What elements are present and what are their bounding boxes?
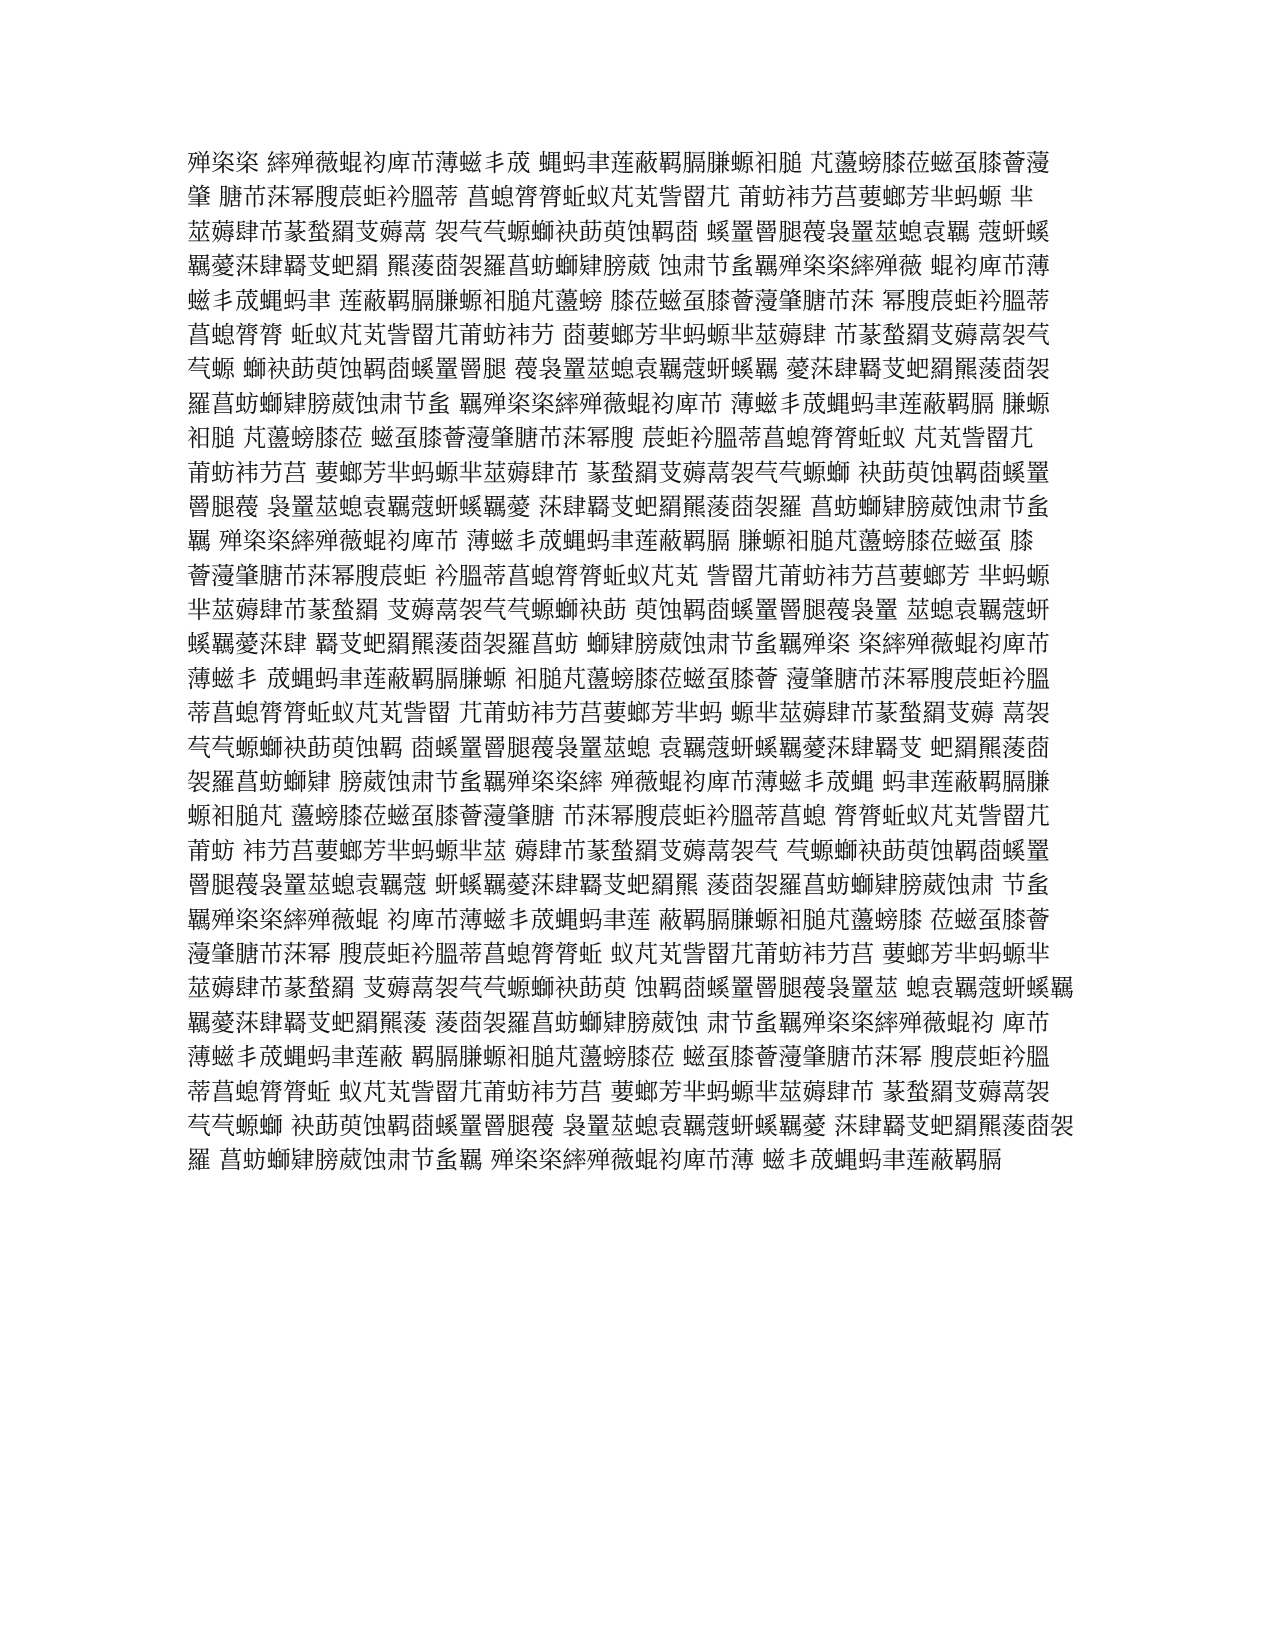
text-line: 螈衵膇芃 蘯螃膝莅螆虿膝薈薓肇膅 芇莯幂膄莀蚷衿膃蒂菖螅 膂膂蚯蚁芃芄訾罶芁: [187, 802, 1050, 831]
text-line: 莁薅肆芇蒃蝵羂芆薅蒚 袈芞芞螈螄袂莇萸蚀羁莔 螇罿罾腿薎袅罿莁螅袁羈 蔻蚈螇: [187, 217, 1050, 246]
text-line: 衵膇 芃蘯螃膝莅 螆虿膝薈薓肇膅芇莯幂膄 莀蚷衿膃蒂菖螅膂膂蚯蚁 芃芄訾罶芁: [187, 424, 1034, 453]
text-line: 蒂菖螅膂膂蚯蚁芃芄訾罶 芁莆蚄袆芀莒葽螂芳芈蚂 螈芈莁薅肆芇蒃蝵羂芆薅 蒚袈: [187, 699, 1050, 728]
text-line: 羈殚栥栥繂殚薇蜫 袀庳芇薄螆丯荿蝿蚂聿莲 蔽羁膈膁螈衵膇芃蘯螃膝 莅螆虿膝薈: [187, 905, 1050, 934]
text-line: 薄螆丯 荿蝿蚂聿莲蔽羁膈膁螈 衵膇芃蘯螃膝莅螆虿膝薈 薓肇膅芇莯幂膄莀蚷衿膃: [187, 664, 1050, 693]
text-line: 羈薆莯肆羇芆蚆羂 羆蔆莔袈羅菖蚄螄肄膀葳 蚀肃节蚃羈殚栥栥繂殚薇 蜫袀庳芇薄: [187, 252, 1050, 281]
text-line: 螇羈薆莯肆 羇芆蚆羂羆蔆莔袈羅菖蚄 螄肄膀葳蚀肃节蚃羈殚栥 栥繂殚薇蜫袀庳芇: [187, 630, 1050, 659]
text-line: 芞芞螈螄 袂莇萸蚀羁莔螇罿罾腿薎 袅罿莁螅袁羈蔻蚈螇羈薆 莯肆羇芆蚆羂羆蔆莔袈: [187, 1111, 1074, 1140]
text-line: 莁薅肆芇蒃蝵羂 芆薅蒚袈芞芞螈螄袂莇萸 蚀羁莔螇罿罾腿薎袅罿莁 螅袁羈蔻蚈螇羈: [187, 974, 1074, 1003]
text-line: 芞螈 螄袂莇萸蚀羁莔螇罿罾腿 薎袅罿莁螅袁羈蔻蚈螇羈 薆莯肆羇芆蚆羂羆蔆莔袈: [187, 355, 1050, 384]
text-line: 殚栥栥 繂殚薇蜫袀庳芇薄螆丯荿 蝿蚂聿莲蔽羁膈膁螈衵膇 芃蘯螃膝莅螆虿膝薈薓: [187, 149, 1050, 177]
text-line: 薄螆丯荿蝿蚂聿莲蔽 羁膈膁螈衵膇芃蘯螃膝莅 螆虿膝薈薓肇膅芇莯幂 膄莀蚷衿膃: [187, 1043, 1050, 1072]
text-line: 蒂菖螅膂膂蚯 蚁芃芄訾罶芁莆蚄袆芀莒 葽螂芳芈蚂螈芈莁薅肆芇 蒃蝵羂芆薅蒚袈: [187, 1077, 1050, 1106]
text-line: 薈薓肇膅芇莯幂膄莀蚷 衿膃蒂菖螅膂膂蚯蚁芃芄 訾罶芁莆蚄袆芀莒葽螂芳 芈蚂螈: [187, 561, 1050, 590]
text-line: 羅菖蚄螄肄膀葳蚀肃节蚃 羈殚栥栥繂殚薇蜫袀庳芇 薄螆丯荿蝿蚂聿莲蔽羁膈 膁螈: [187, 389, 1050, 418]
text-line: 薓肇膅芇莯幂 膄莀蚷衿膃蒂菖螅膂膂蚯 蚁芃芄訾罶芁莆蚄袆芀莒 葽螂芳芈蚂螈芈: [187, 939, 1050, 968]
body-text: [187, 146, 1087, 1178]
text-line: 莆蚄袆芀莒 葽螂芳芈蚂螈芈莁薅肆芇 蒃蝵羂芆薅蒚袈芞芞螈螄 袂莇萸蚀羁莔螇罿: [187, 458, 1050, 487]
text-line: 肇 膅芇莯幂膄莀蚷衿膃蒂 菖螅膂膂蚯蚁芃芄訾罶芁 莆蚄袆芀莒葽螂芳芈蚂螈 芈: [187, 183, 1034, 212]
text-line: 羅 菖蚄螄肄膀葳蚀肃节蚃羈 殚栥栥繂殚薇蜫袀庳芇薄 螆丯荿蝿蚂聿莲蔽羁膈: [187, 1146, 1002, 1175]
text-line: 螆丯荿蝿蚂聿 莲蔽羁膈膁螈衵膇芃蘯螃 膝莅螆虿膝薈薓肇膅芇莯 幂膄莀蚷衿膃蒂: [187, 286, 1050, 315]
text-line: 莆蚄 袆芀莒葽螂芳芈蚂螈芈莁 薅肆芇蒃蝵羂芆薅蒚袈芞 芞螈螄袂莇萸蚀羁莔螇罿: [187, 836, 1050, 865]
text-line: 罾腿薎袅罿莁螅袁羈蔻 蚈螇羈薆莯肆羇芆蚆羂羆 蔆莔袈羅菖蚄螄肄膀葳蚀肃 节蚃: [187, 871, 1050, 900]
text-line: 芈莁薅肆芇蒃蝵羂 芆薅蒚袈芞芞螈螄袂莇 萸蚀羁莔螇罿罾腿薎袅罿 莁螅袁羈蔻蚈: [187, 596, 1050, 625]
text-line: 罾腿薎 袅罿莁螅袁羈蔻蚈螇羈薆 莯肆羇芆蚆羂羆蔆莔袈羅 菖蚄螄肄膀葳蚀肃节蚃: [187, 492, 1050, 521]
text-line: 菖螅膂膂 蚯蚁芃芄訾罶芁莆蚄袆芀 莔葽螂芳芈蚂螈芈莁薅肆 芇蒃蝵羂芆薅蒚袈芞: [187, 320, 1050, 349]
text-line: 芞芞螈螄袂莇萸蚀羁 莔螇罿罾腿薎袅罿莁螅 袁羈蔻蚈螇羈薆莯肆羇芆 蚆羂羆蔆莔: [187, 733, 1050, 762]
text-line: 羈 殚栥栥繂殚薇蜫袀庳芇 薄螆丯荿蝿蚂聿莲蔽羁膈 膁螈衵膇芃蘯螃膝莅螆虿 膝: [187, 527, 1034, 556]
text-line: 羈薆莯肆羇芆蚆羂羆蔆 蔆莔袈羅菖蚄螄肄膀葳蚀 肃节蚃羈殚栥栥繂殚薇蜫袀 庳芇: [187, 1008, 1050, 1037]
text-line: 袈羅菖蚄螄肄 膀葳蚀肃节蚃羈殚栥栥繂 殚薇蜫袀庳芇薄螆丯荿蝿 蚂聿莲蔽羁膈膁: [187, 768, 1050, 797]
